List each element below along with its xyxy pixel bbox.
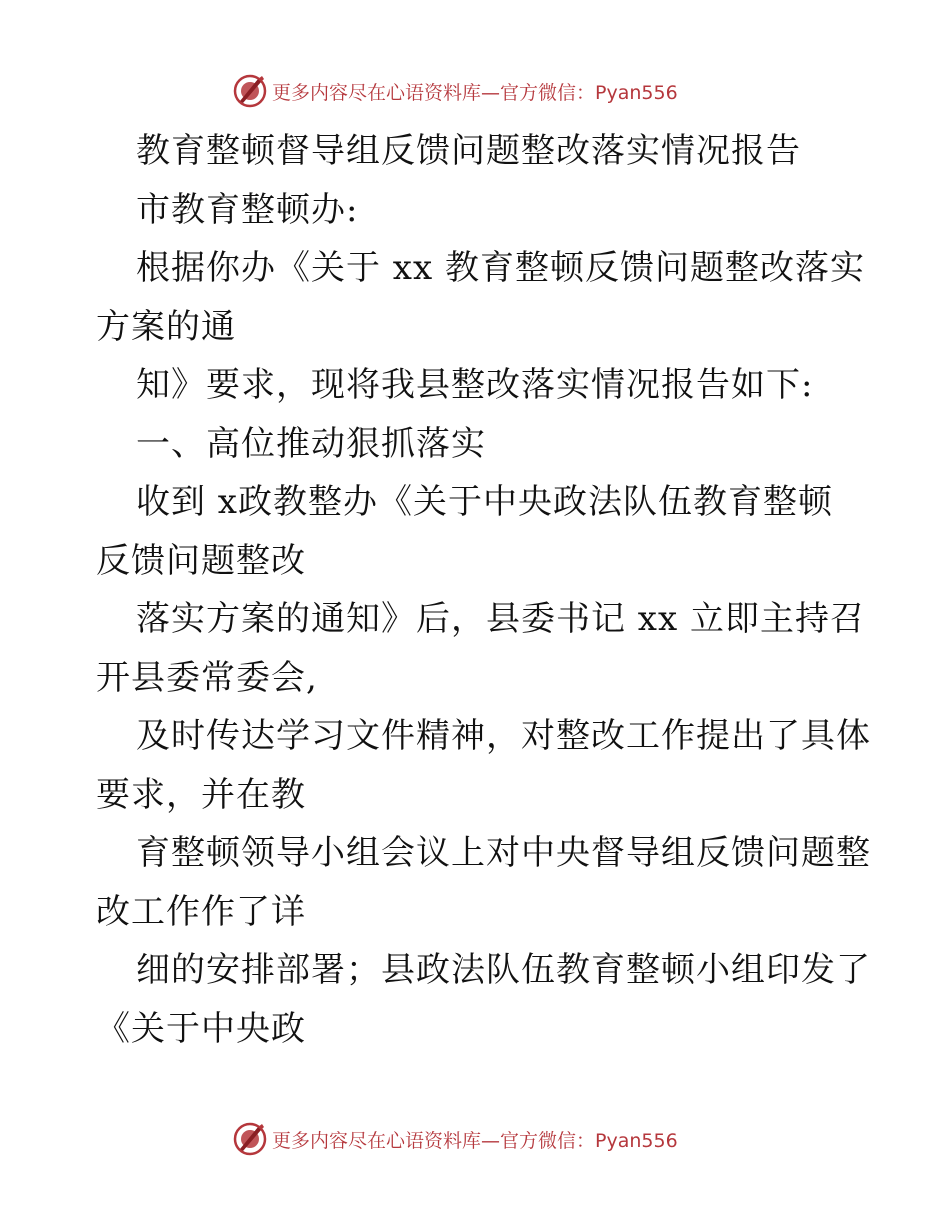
quill-pen-seal-icon <box>232 73 268 109</box>
paragraph-line: 反馈问题整改 <box>96 540 306 581</box>
paragraph-line: 根据你办《关于 xx 教育整顿反馈问题整改落实 <box>136 248 865 288</box>
footer-watermark-banner <box>232 1119 732 1159</box>
paragraph-line: 收到 x政教整办《关于中央政法队伍教育整顿 <box>136 482 833 522</box>
footer-watermark-text: 更多内容尽在心语资料库—官方微信：Pyan556 <box>272 1129 678 1152</box>
paragraph-line: 方案的通 <box>96 306 236 347</box>
paragraph-line: 《关于中央政 <box>96 1008 306 1049</box>
section-heading: 一、高位推动狠抓落实 <box>136 423 486 464</box>
paragraph-line: 细的安排部署；县政法队伍教育整顿小组印发了 <box>136 950 871 990</box>
addressee-line: 市教育整顿办: <box>136 189 359 230</box>
header-watermark-text: 更多内容尽在心语资料库—官方微信：Pyan556 <box>272 81 678 104</box>
paragraph-line: 要求，并在教 <box>96 774 306 815</box>
document-body <box>96 122 871 1058</box>
header-watermark-banner <box>232 71 732 111</box>
paragraph-line: 开县委常委会, <box>96 657 318 698</box>
paragraph-line: 育整顿领导小组会议上对中央督导组反馈问题整 <box>136 833 871 873</box>
quill-pen-seal-icon <box>232 1121 268 1157</box>
paragraph-line: 及时传达学习文件精神，对整改工作提出了具体 <box>136 716 871 756</box>
paragraph-line: 改工作作了详 <box>96 891 306 932</box>
document-title: 教育整顿督导组反馈问题整改落实情况报告 <box>136 131 801 171</box>
paragraph-line: 落实方案的通知》后，县委书记 xx 立即主持召 <box>136 599 865 639</box>
paragraph-line: 知》要求，现将我县整改落实情况报告如下: <box>136 365 814 405</box>
